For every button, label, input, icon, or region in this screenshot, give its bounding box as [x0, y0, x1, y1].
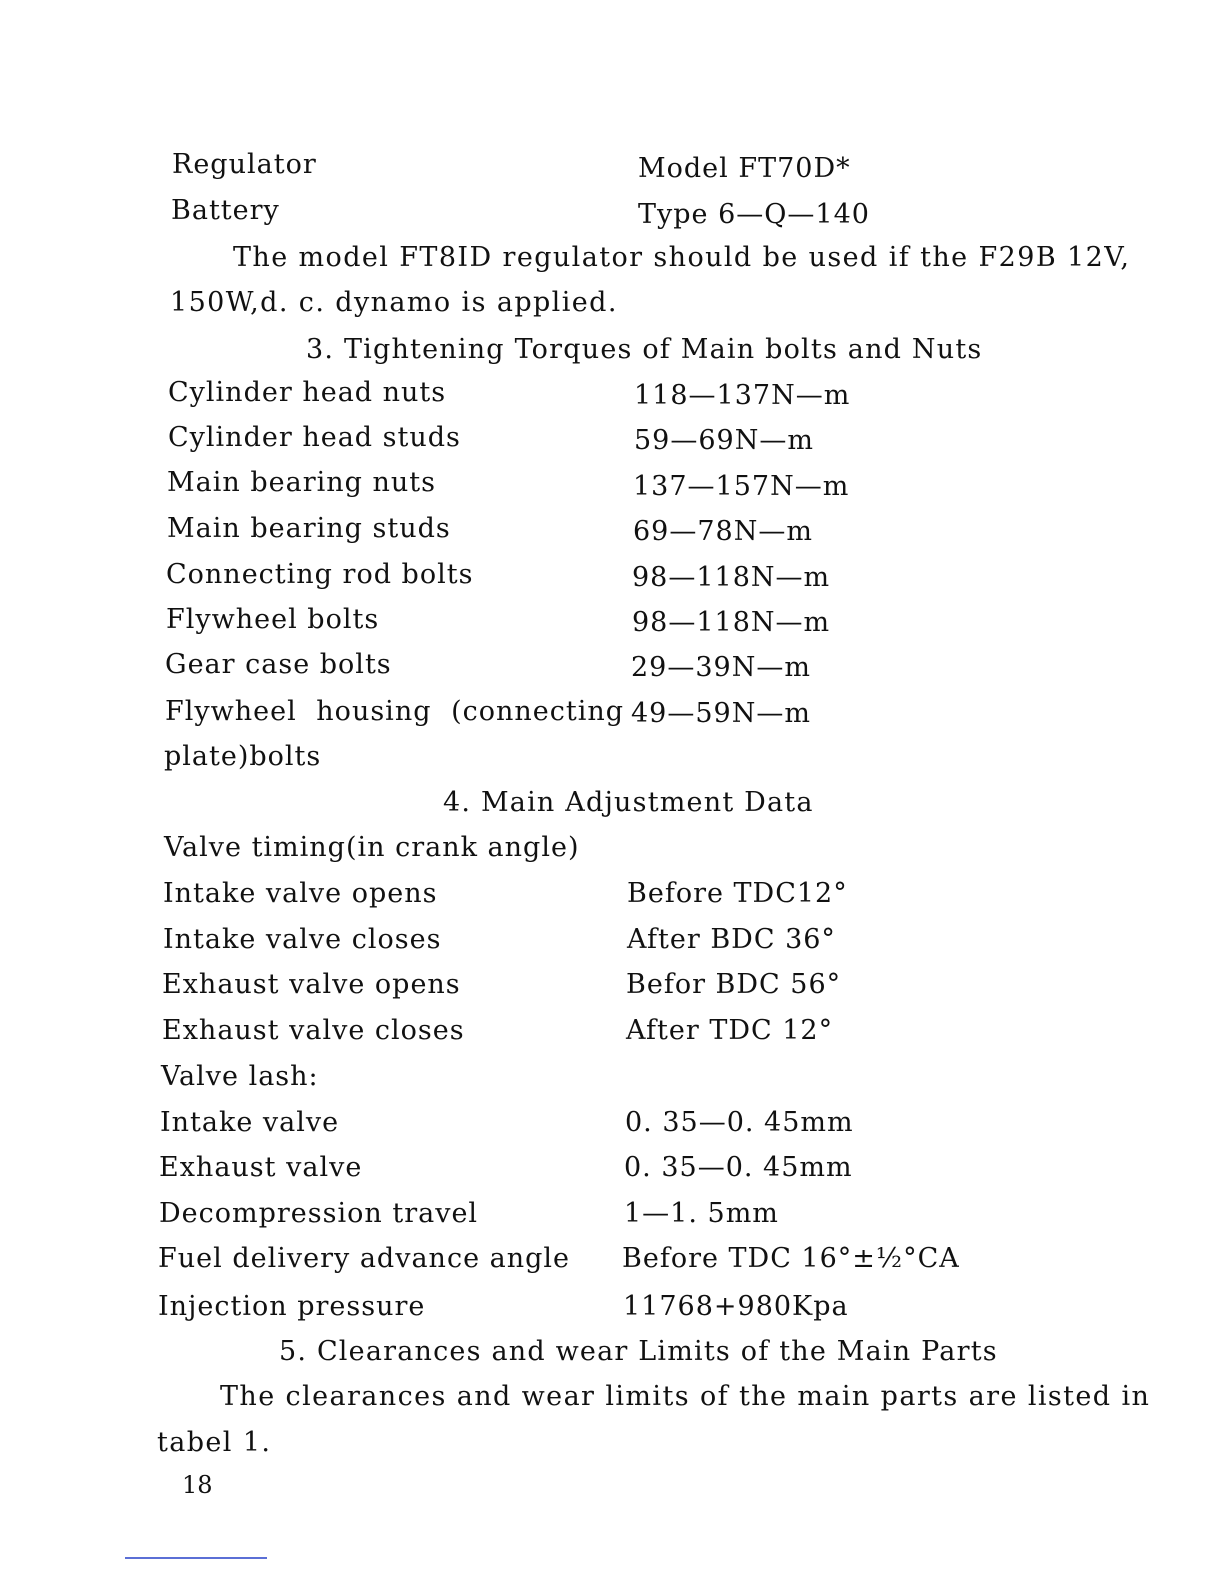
footer-rule — [125, 1557, 267, 1559]
valve-timing-value: Before TDC12° — [627, 878, 848, 909]
torque-label: Flywheel housing (connecting — [165, 696, 625, 727]
valve-timing-label: Exhaust valve closes — [162, 1015, 465, 1046]
torque-label: Cylinder head nuts — [168, 377, 447, 408]
torque-value: 118—137N—m — [634, 380, 851, 411]
torque-value: 69—78N—m — [633, 516, 813, 547]
adjustment-label: Fuel delivery advance angle — [158, 1243, 571, 1274]
section-5-paragraph-line1: The clearances and wear limits of the main parts are listed in — [220, 1381, 1151, 1412]
section-3-title: 3. Tightening Torques of Main bolts and Nuts — [306, 334, 983, 365]
adjustment-value: 0. 35—0. 45mm — [624, 1152, 853, 1183]
valve-timing-label: Intake valve opens — [163, 878, 438, 909]
valve-timing-value: After TDC 12° — [626, 1015, 834, 1046]
torque-label: Main bearing studs — [167, 513, 451, 544]
section-4-title: 4. Main Adjustment Data — [443, 787, 814, 818]
adjustment-value: 1—1. 5mm — [624, 1198, 779, 1229]
torque-value: 137—157N—m — [633, 471, 850, 502]
adjustment-value: 0. 35—0. 45mm — [625, 1107, 854, 1138]
row-label-regulator: Regulator — [172, 149, 317, 180]
row-value-regulator: Model FT70D* — [638, 153, 851, 184]
torque-label: Connecting rod bolts — [166, 559, 474, 590]
valve-timing-label: Intake valve closes — [163, 924, 442, 955]
torque-label: Main bearing nuts — [167, 467, 436, 498]
torque-value: 49—59N—m — [631, 698, 811, 729]
section-5-paragraph-line2: tabel 1. — [157, 1427, 272, 1458]
torque-value: 98—118N—m — [632, 607, 831, 638]
torque-label-continuation: plate)bolts — [164, 741, 322, 772]
regulator-note-line2: 150W,d. c. dynamo is applied. — [170, 287, 618, 318]
torque-label: Cylinder head studs — [168, 422, 461, 453]
valve-lash-heading: Valve lash: — [161, 1061, 319, 1092]
adjustment-label: Intake valve — [160, 1107, 340, 1138]
row-value-battery: Type 6—Q—140 — [638, 199, 870, 230]
adjustment-value: 11768+980Kpa — [623, 1291, 849, 1322]
valve-timing-heading: Valve timing(in crank angle) — [164, 832, 580, 863]
adjustment-label: Decompression travel — [159, 1198, 479, 1229]
adjustment-value: Before TDC 16°±½°CA — [622, 1243, 960, 1274]
valve-timing-value: Befor BDC 56° — [626, 969, 842, 1000]
torque-value: 98—118N—m — [632, 562, 831, 593]
valve-timing-value: After BDC 36° — [627, 924, 836, 955]
torque-label: Gear case bolts — [165, 649, 392, 680]
adjustment-label: Exhaust valve — [159, 1152, 363, 1183]
page-number: 18 — [182, 1471, 213, 1499]
valve-timing-label: Exhaust valve opens — [162, 969, 461, 1000]
regulator-note-line1: The model FT8ID regulator should be used if the F29B 12V, — [233, 242, 1131, 273]
adjustment-label: Injection pressure — [158, 1291, 426, 1322]
torque-label: Flywheel bolts — [166, 604, 380, 635]
torque-value: 59—69N—m — [634, 425, 814, 456]
torque-value: 29—39N—m — [631, 652, 811, 683]
row-label-battery: Battery — [171, 195, 280, 226]
section-5-title: 5. Clearances and wear Limits of the Main Parts — [279, 1336, 998, 1367]
